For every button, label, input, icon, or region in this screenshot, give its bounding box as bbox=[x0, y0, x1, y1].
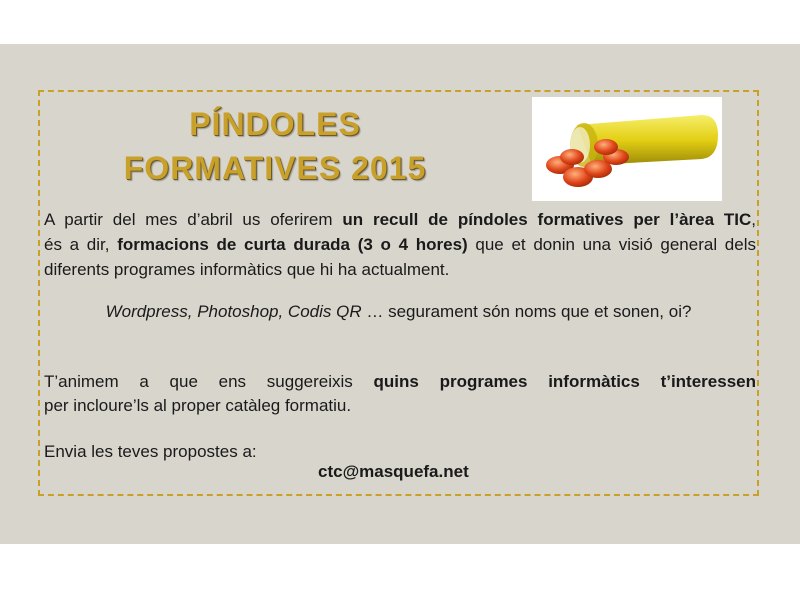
title-line-2: FORMATIVES 2015 bbox=[123, 150, 427, 186]
title-line-1: PÍNDOLES bbox=[189, 106, 361, 142]
flyer-card bbox=[0, 44, 800, 544]
intro-line-2: és a dir, formacions de curta durada (3 o 4 hores) que et donin una visió general dels bbox=[44, 235, 756, 254]
pills-icon bbox=[532, 97, 722, 201]
intro-line-3: diferents programes informàtics que hi ha actualment. bbox=[44, 260, 450, 279]
contact-email-link[interactable]: ctc@masquefa.net bbox=[318, 462, 469, 481]
intro-line-1: A partir del mes d’abril us oferirem un recull de píndoles formatives per l’àrea TIC, bbox=[44, 210, 756, 229]
invite-line-2: per incloure’ls al proper catàleg formatiu. bbox=[44, 396, 352, 415]
invite-line-1: T’animem a que ens suggereixis quins programes informàtics t’interessen bbox=[44, 372, 756, 391]
examples-line: Wordpress, Photoshop, Codis QR … segurament són noms que et sonen, oi? bbox=[105, 302, 692, 321]
contact-label: Envia les teves propostes a: bbox=[44, 442, 257, 461]
